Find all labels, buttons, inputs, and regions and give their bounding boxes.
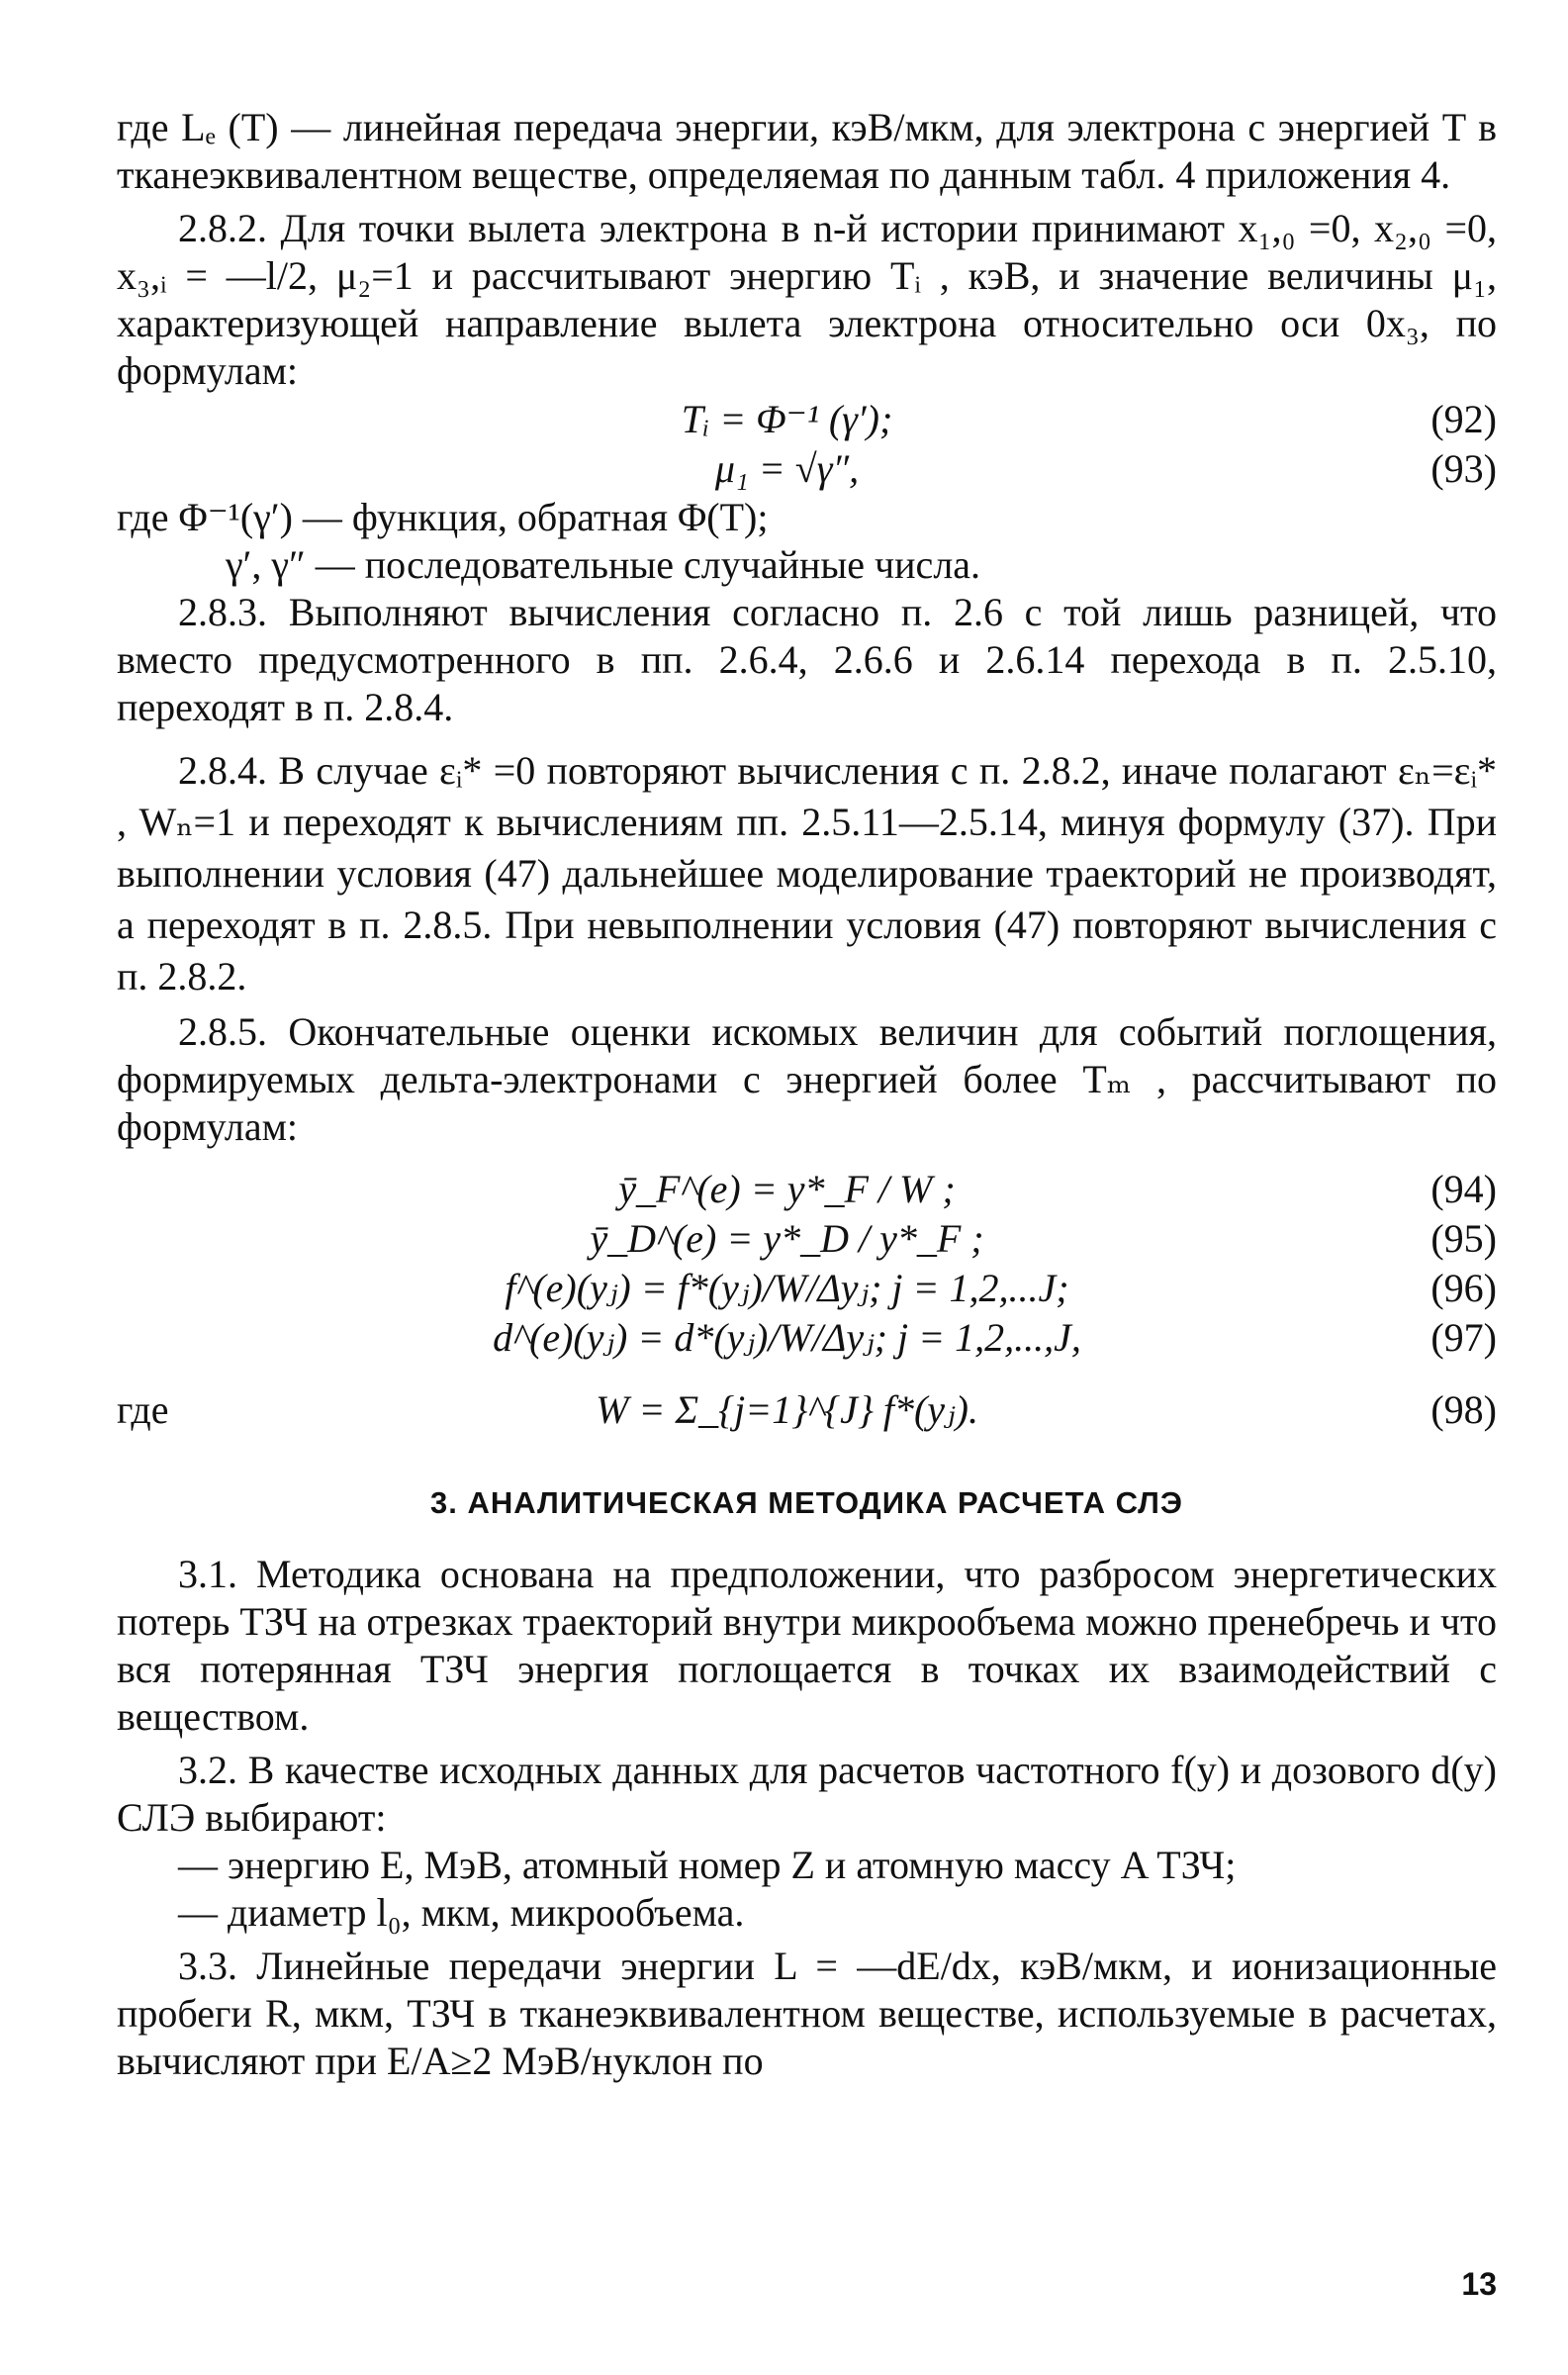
list-item-energy: — энергию E, МэВ, атомный номер Z и атомную массу A ТЗЧ; <box>178 1843 1237 1887</box>
paragraph-2-8-5: 2.8.5. Окончательные оценки искомых величин для событий поглощения, формируемых дельта-электронами с энергией более Tₘ , рассчитывают по формулам: <box>117 1009 1497 1149</box>
page-body <box>117 104 1497 2085</box>
equation-98 <box>117 1380 1497 1440</box>
equation-97-formula: d^(e)(yⱼ) = d*(yⱼ)/W/Δyⱼ; j = 1,2,...,J, <box>493 1315 1081 1360</box>
equation-95-formula: ȳ_D^(e) = y*_D / y*_F ; <box>590 1216 984 1261</box>
equation-97-number: (97) <box>1430 1315 1497 1360</box>
equation-95 <box>117 1214 1497 1264</box>
equation-92 <box>117 395 1497 444</box>
equation-96-formula: f^(e)(yⱼ) = f*(yⱼ)/W/Δyⱼ; j = 1,2,...J; <box>505 1266 1069 1310</box>
equation-96-number: (96) <box>1430 1266 1497 1310</box>
section-heading: 3. АНАЛИТИЧЕСКАЯ МЕТОДИКА РАСЧЕТА СЛЭ <box>429 1485 1183 1520</box>
equation-95-number: (95) <box>1430 1216 1497 1261</box>
list-item-diameter: — диаметр l₀, мкм, микрообъема. <box>178 1890 745 1935</box>
paragraph-2-8-3: 2.8.3. Выполняют вычисления согласно п. 2.6 с той лишь разницей, что вместо предусмотренного в пп. 2.6.4, 2.6.6 и 2.6.14 перехода в п. 2.5.10, переходят в п. 2.8.4. <box>117 590 1497 729</box>
paragraph-2-8-2: 2.8.2. Для точки вылета электрона в n-й истории принимают x₁,₀ =0, x₂,₀ =0, x₃,ᵢ = —l/2, μ₂=1 и рассчитывают энергию Tᵢ , кэВ, и значение величины μ₁, характеризующей направление вылета электрона относительно оси 0x₃, по формулам: <box>117 206 1497 393</box>
paragraph-3-3: 3.3. Линейные передачи энергии L = —dE/dx, кэВ/мкм, и ионизационные пробеги R, мкм, ТЗЧ в тканеэквивалентном веществе, используемые в расчетах, вычисляют при E/A≥2 МэВ/нуклон по <box>117 1944 1497 2083</box>
equation-93-number: (93) <box>1430 446 1497 491</box>
page-number: 13 <box>1461 2266 1497 2302</box>
where-definition-1: где Φ⁻¹(γ′) — функция, обратная Φ(T); <box>117 495 769 539</box>
intro-paragraph: где Lₑ (T) — линейная передача энергии, кэВ/мкм, для электрона с энергией T в тканеэквивалентном веществе, определяемая по данным табл. 4 приложения 4. <box>117 105 1497 197</box>
equation-92-number: (92) <box>1430 397 1497 441</box>
paragraph-3-2: 3.2. В качестве исходных данных для расчетов частотного f(y) и дозового d(y) СЛЭ выбирают: <box>117 1748 1497 1840</box>
equation-98-formula: W = Σ_{j=1}^{J} f*(yⱼ). <box>596 1387 978 1432</box>
equation-96 <box>117 1264 1497 1313</box>
equation-93-formula: μ₁ = √γ″, <box>714 446 860 491</box>
equation-93 <box>117 444 1497 494</box>
equation-94-formula: ȳ_F^(e) = y*_F / W ; <box>618 1167 956 1211</box>
equation-98-number: (98) <box>1430 1387 1497 1432</box>
where-definition-2: γ′, γ″ — последовательные случайные числа. <box>226 542 981 587</box>
equation-97 <box>117 1313 1497 1363</box>
equation-98-label: где <box>117 1387 169 1432</box>
paragraph-3-1: 3.1. Методика основана на предположении, что разбросом энергетических потерь ТЗЧ на отрезках траекторий внутри микрообъема можно пренебречь и что вся потерянная ТЗЧ энергия поглощается в точках их взаимодействий с веществом. <box>117 1552 1497 1739</box>
paragraph-2-8-4: 2.8.4. В случае εᵢ* =0 повторяют вычисления с п. 2.8.2, иначе полагают εₙ=εᵢ* , Wₙ=1 и переходят к вычислениям пп. 2.5.11—2.5.14, минуя формулу (37). При выполнении условия (47) дальнейшее моделирование траекторий не производят, а переходят в п. 2.8.5. При невыполнении условия (47) повторяют вычисления с п. 2.8.2. <box>117 748 1497 998</box>
equation-94 <box>117 1165 1497 1214</box>
equation-94-number: (94) <box>1430 1167 1497 1211</box>
equation-92-formula: Tᵢ = Φ⁻¹ (γ′); <box>681 397 893 441</box>
